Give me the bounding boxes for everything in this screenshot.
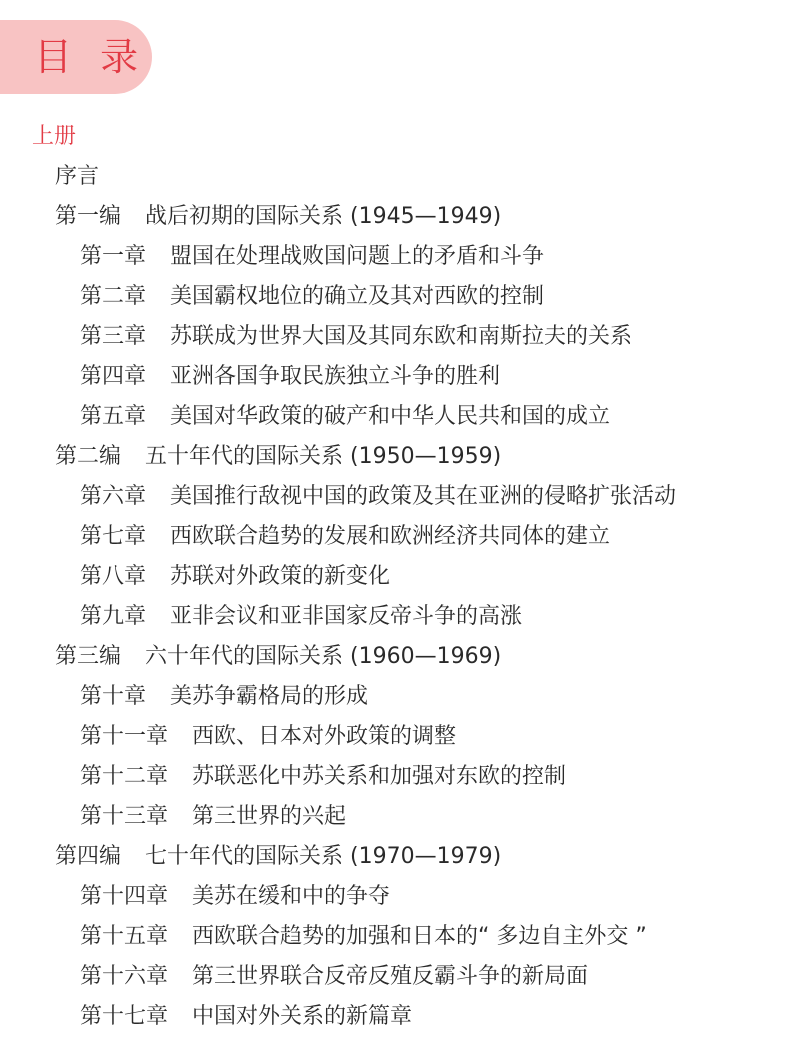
chapter-number: 第十六章 — [80, 964, 169, 989]
toc-chapter-entry[interactable] — [80, 557, 390, 597]
part-title: 六十年代的国际关系 (1960—1969) — [145, 644, 502, 669]
chapter-title: 盟国在处理战败国问题上的矛盾和斗争 — [170, 244, 545, 269]
chapter-number: 第十五章 — [80, 924, 169, 949]
chapter-number: 第一章 — [80, 244, 147, 269]
chapter-title: 西欧、日本对外政策的调整 — [192, 724, 457, 749]
chapter-title: 中国对外关系的新篇章 — [192, 1004, 413, 1029]
part-number: 第一编 — [55, 204, 122, 229]
toc-chapter-entry[interactable] — [80, 237, 544, 277]
toc-chapter-entry[interactable] — [80, 717, 456, 757]
toc-chapter-entry[interactable] — [80, 957, 588, 997]
toc-chapter-entry[interactable] — [80, 397, 610, 437]
chapter-title: 亚洲各国争取民族独立斗争的胜利 — [170, 364, 501, 389]
part-title: 战后初期的国际关系 (1945—1949) — [145, 204, 502, 229]
chapter-number: 第四章 — [80, 364, 147, 389]
chapter-number: 第十七章 — [80, 1004, 169, 1029]
toc-chapter-entry[interactable] — [80, 877, 390, 917]
chapter-number: 第二章 — [80, 284, 147, 309]
chapter-title: 苏联成为世界大国及其同东欧和南斯拉夫的关系 — [170, 324, 633, 349]
chapter-title: 第三世界的兴起 — [192, 804, 347, 829]
toc-chapter-entry[interactable] — [80, 317, 632, 357]
part-number: 第二编 — [55, 444, 122, 469]
chapter-number: 第十一章 — [80, 724, 169, 749]
chapter-title: 美国推行敌视中国的政策及其在亚洲的侵略扩张活动 — [170, 484, 677, 509]
toc-chapter-entry[interactable] — [80, 517, 610, 557]
chapter-title: 第三世界联合反帝反殖反霸斗争的新局面 — [192, 964, 589, 989]
chapter-number: 第六章 — [80, 484, 147, 509]
part-title: 七十年代的国际关系 (1970—1979) — [145, 844, 502, 869]
toc-chapter-entry[interactable] — [80, 757, 566, 797]
chapter-number: 第三章 — [80, 324, 147, 349]
toc-volume-label[interactable]: 上册 — [32, 124, 77, 149]
toc-chapter-entry[interactable] — [80, 677, 368, 717]
toc-chapter-entry[interactable] — [80, 797, 346, 837]
chapter-title: 美国霸权地位的确立及其对西欧的控制 — [170, 284, 545, 309]
part-number: 第四编 — [55, 844, 122, 869]
chapter-title: 苏联恶化中苏关系和加强对东欧的控制 — [192, 764, 567, 789]
chapter-number: 第十章 — [80, 684, 147, 709]
toc-part-entry[interactable] — [55, 197, 501, 237]
chapter-number: 第八章 — [80, 564, 147, 589]
part-title: 五十年代的国际关系 (1950—1959) — [145, 444, 502, 469]
title-tab — [0, 20, 152, 94]
toc-chapter-entry[interactable] — [80, 597, 522, 637]
toc-chapter-entry[interactable] — [80, 357, 500, 397]
toc-part-entry[interactable] — [55, 837, 501, 877]
part-number: 第三编 — [55, 644, 122, 669]
chapter-number: 第十三章 — [80, 804, 169, 829]
chapter-number: 第十四章 — [80, 884, 169, 909]
toc-part-entry[interactable] — [55, 637, 501, 677]
chapter-number: 第七章 — [80, 524, 147, 549]
toc-chapter-entry[interactable] — [80, 277, 544, 317]
toc-chapter-entry[interactable] — [80, 477, 676, 517]
toc-chapter-entry[interactable] — [80, 917, 647, 957]
toc-part-entry[interactable] — [55, 437, 501, 477]
chapter-number: 第五章 — [80, 404, 147, 429]
chapter-title: 苏联对外政策的新变化 — [170, 564, 391, 589]
chapter-title: 美国对华政策的破产和中华人民共和国的成立 — [170, 404, 611, 429]
chapter-title: 西欧联合趋势的发展和欧洲经济共同体的建立 — [170, 524, 611, 549]
chapter-number: 第九章 — [80, 604, 147, 629]
chapter-number: 第十二章 — [80, 764, 169, 789]
chapter-title: 亚非会议和亚非国家反帝斗争的高涨 — [170, 604, 523, 629]
chapter-title: 西欧联合趋势的加强和日本的“ 多边自主外交 ” — [192, 924, 647, 949]
chapter-title: 美苏在缓和中的争夺 — [192, 884, 391, 909]
chapter-title: 美苏争霸格局的形成 — [170, 684, 369, 709]
toc-preface[interactable]: 序言 — [55, 164, 100, 189]
toc-chapter-entry[interactable] — [80, 997, 412, 1037]
page-title: 目 录 — [34, 35, 147, 79]
